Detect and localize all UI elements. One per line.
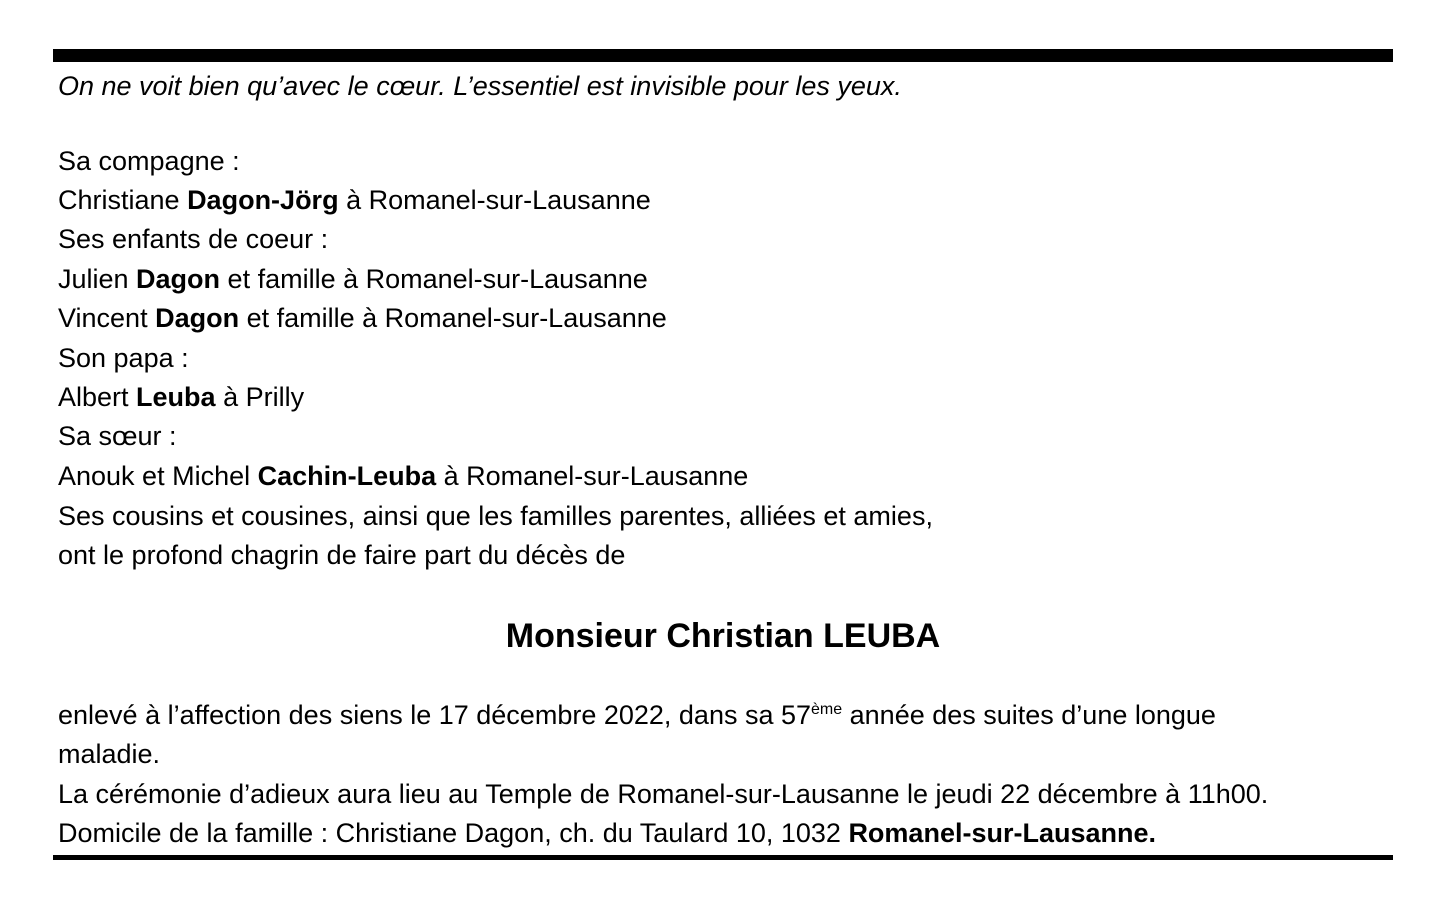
sister-heading: Sa sœur : xyxy=(58,421,177,451)
companion-line xyxy=(58,184,651,216)
child-rest: et famille à Romanel-sur-Lausanne xyxy=(220,264,648,294)
child-last: Dagon xyxy=(155,303,240,333)
top-rule xyxy=(53,49,1393,62)
bottom-rule xyxy=(53,855,1393,860)
father-line xyxy=(58,381,304,413)
death-details-line xyxy=(58,699,1216,731)
child-line xyxy=(58,302,667,334)
death-part1: enlevé à l’affection des siens le 17 décembre 2022, dans sa 57 xyxy=(58,700,812,730)
ordinal-suffix: ème xyxy=(811,701,843,718)
child-line xyxy=(58,263,648,295)
death-part2: année des suites d’une longue xyxy=(842,700,1216,730)
companion-heading: Sa compagne : xyxy=(58,146,240,176)
domicile-prefix: Domicile de la famille : Christiane Dagon, ch. du Taulard 10, 1032 xyxy=(58,818,849,848)
father-last: Leuba xyxy=(136,382,216,412)
domicile-town: Romanel-sur-Lausanne. xyxy=(848,818,1156,848)
death-details-line2: maladie. xyxy=(58,739,161,769)
child-first: Julien xyxy=(58,264,137,294)
domicile-line xyxy=(58,817,1156,849)
sister-line xyxy=(58,460,748,492)
epigraph-quote: On ne voit bien qu’avec le cœur. L’essentiel est invisible pour les yeux. xyxy=(58,71,902,101)
deceased-name: Monsieur Christian LEUBA xyxy=(505,617,941,655)
companion-last: Dagon-Jörg xyxy=(187,185,339,215)
sister-first: Anouk et Michel xyxy=(58,461,258,491)
father-rest: à Prilly xyxy=(215,382,305,412)
father-first: Albert xyxy=(58,382,137,412)
announcement-line: ont le profond chagrin de faire part du décès de xyxy=(58,540,626,570)
sister-rest: à Romanel-sur-Lausanne xyxy=(436,461,749,491)
ceremony-line: La cérémonie d’adieux aura lieu au Temple de Romanel-sur-Lausanne le jeudi 22 décembre à 11h00. xyxy=(58,779,1269,809)
father-heading: Son papa : xyxy=(58,343,189,373)
companion-first: Christiane xyxy=(58,185,188,215)
companion-rest: à Romanel-sur-Lausanne xyxy=(338,185,651,215)
cousins-line: Ses cousins et cousines, ainsi que les familles parentes, alliées et amies, xyxy=(58,501,933,531)
sister-last: Cachin-Leuba xyxy=(257,461,437,491)
child-last: Dagon xyxy=(136,264,221,294)
child-rest: et famille à Romanel-sur-Lausanne xyxy=(239,303,667,333)
child-first: Vincent xyxy=(58,303,156,333)
children-heading: Ses enfants de coeur : xyxy=(58,224,329,254)
